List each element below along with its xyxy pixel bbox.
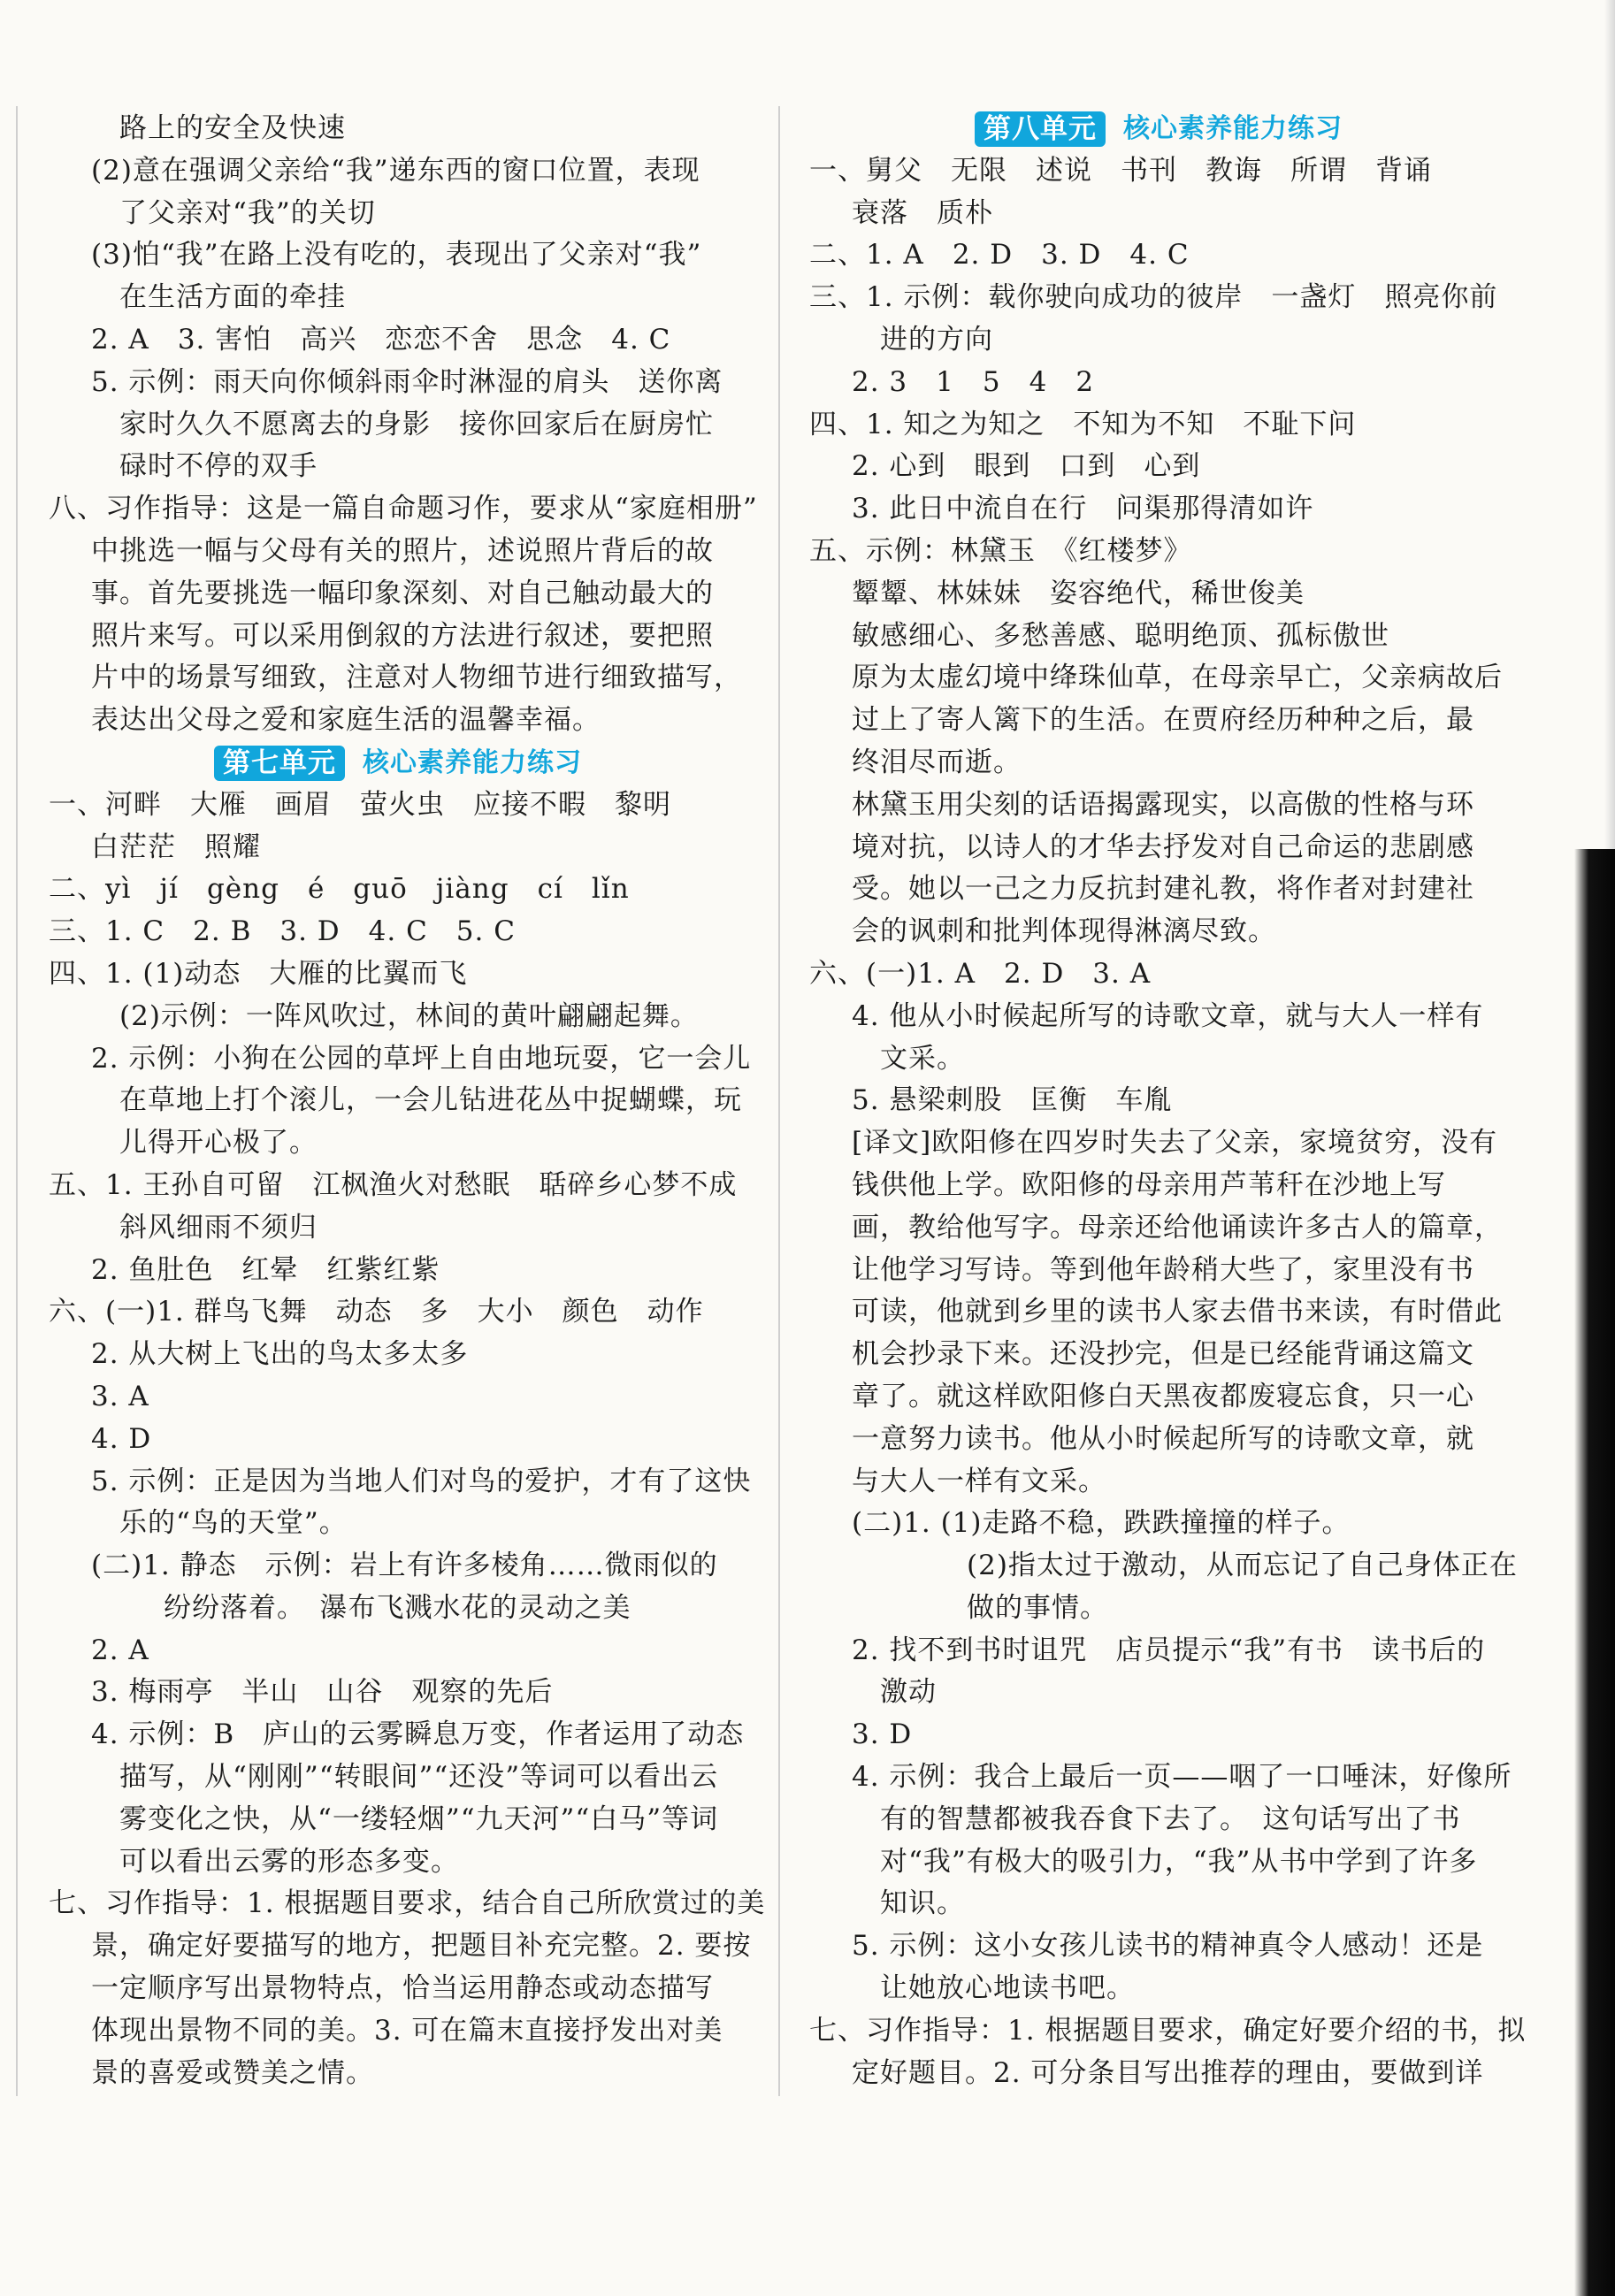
answer-line: 5. 示例：雨天向你倾斜雨伞时淋湿的肩头 送你离 bbox=[91, 365, 723, 398]
answer-line: 一、河畔 大雁 画眉 萤火虫 应接不暇 黎明 bbox=[49, 788, 671, 821]
answer-line: 终泪尽而逝。 bbox=[852, 746, 1022, 778]
answer-line: 可以看出云雾的形态多变。 bbox=[119, 1845, 459, 1878]
answer-line: 4. 示例：B 庐山的云雾瞬息万变，作者运用了动态 bbox=[91, 1718, 745, 1751]
answer-line: 可读，他就到乡里的读书人家去借书来读，有时借此 bbox=[852, 1296, 1503, 1328]
unit-badge: 第七单元 bbox=[214, 746, 345, 781]
unit-badge: 第八单元 bbox=[975, 111, 1106, 147]
answer-line: 敏感细心、多愁善感、聪明绝顶、孤标傲世 bbox=[852, 619, 1389, 652]
left-margin-rule bbox=[16, 106, 18, 2096]
answer-line: 在草地上打个滚儿，一会儿钻进花丛中捉蝴蝶，玩 bbox=[119, 1084, 742, 1117]
answer-line: 激动 bbox=[880, 1676, 937, 1709]
answer-line: 纷纷落着。 瀑布飞溅水花的灵动之美 bbox=[164, 1591, 631, 1624]
answer-line: 片中的场景写细致，注意对人物细节进行细致描写， bbox=[91, 662, 742, 694]
answer-line: 2. A bbox=[91, 1634, 149, 1666]
answer-line: (3)怕“我”在路上没有吃的，表现出了父亲对“我” bbox=[91, 239, 702, 272]
answer-line: (2)示例：一阵风吹过，林间的黄叶翩翩起舞。 bbox=[119, 999, 699, 1032]
answer-line: 白茫茫 照耀 bbox=[91, 830, 261, 863]
page-edge-shadow bbox=[1604, 0, 1615, 849]
answer-line: 境对抗，以诗人的才华去抒发对自己命运的悲剧感 bbox=[852, 830, 1474, 863]
unit-heading bbox=[49, 742, 747, 784]
answer-line: 一意努力读书。他从小时候起所写的诗歌文章，就 bbox=[852, 1422, 1474, 1455]
answer-line: (二)1. (1)走路不稳，跌跌撞撞的样子。 bbox=[852, 1507, 1351, 1540]
answer-line: 一、舅父 无限 述说 书刊 教诲 所谓 背诵 bbox=[809, 154, 1432, 187]
answer-line: 2. 3 1 5 4 2 bbox=[852, 365, 1095, 398]
answer-line: (2)意在强调父亲给“我”递东西的窗口位置，表现 bbox=[91, 154, 700, 187]
answer-line: 二、1. A 2. D 3. D 4. C bbox=[809, 239, 1190, 272]
answer-line: 让她放心地读书吧。 bbox=[880, 1972, 1135, 2005]
answer-line: 定好题目。2. 可分条目写出推荐的理由，要做到详 bbox=[852, 2056, 1484, 2089]
unit-heading bbox=[809, 108, 1508, 150]
answer-line: 雾变化之快，从“一缕轻烟”“九天河”“白马”等词 bbox=[119, 1802, 719, 1835]
answer-line: 家时久久不愿离去的身影 接你回家后在厨房忙 bbox=[119, 408, 714, 440]
answer-line: 景的喜爱或赞美之情。 bbox=[91, 2056, 374, 2089]
answer-line: 衰落 质朴 bbox=[852, 196, 993, 229]
answer-line: 描写，从“刚刚”“转眼间”“还没”等词可以看出云 bbox=[119, 1761, 719, 1794]
answer-line: 林黛玉用尖刻的话语揭露现实，以高傲的性格与环 bbox=[852, 788, 1474, 821]
answer-line: (二)1. 静态 示例：岩上有许多棱角……微雨似的 bbox=[91, 1550, 718, 1582]
answer-line: 八、习作指导：这是一篇自命题习作，要求从“家庭相册” bbox=[49, 493, 758, 525]
answer-line: 对“我”有极大的吸引力，“我”从书中学到了许多 bbox=[880, 1845, 1478, 1878]
answer-line: 4. D bbox=[91, 1422, 152, 1455]
answer-line: 4. 他从小时候起所写的诗歌文章，就与大人一样有 bbox=[852, 999, 1484, 1032]
answer-line: [译文]欧阳修在四岁时失去了父亲，家境贫穷，没有 bbox=[852, 1127, 1498, 1159]
answer-line: 体现出景物不同的美。3. 可在篇末直接抒发出对美 bbox=[91, 2014, 723, 2047]
answer-line: 文采。 bbox=[880, 1042, 965, 1075]
answer-line: 画，教给他写字。母亲还给他诵读许多古人的篇章， bbox=[852, 1211, 1503, 1244]
answer-line: 五、1. 王孙自可留 江枫渔火对愁眠 聒碎乡心梦不成 bbox=[49, 1168, 738, 1201]
unit-subtitle: 核心素养能力练习 bbox=[1123, 113, 1343, 144]
answer-line: 有的智慧都被我吞食下去了。 这句话写出了书 bbox=[880, 1802, 1461, 1835]
answer-line: 会的讽刺和批判体现得淋漓尽致。 bbox=[852, 915, 1276, 948]
answer-line: 4. 示例：我合上最后一页——咽了一口唾沫，好像所 bbox=[852, 1761, 1512, 1794]
unit-subtitle: 核心素养能力练习 bbox=[363, 746, 582, 778]
answer-line: 路上的安全及快速 bbox=[119, 112, 346, 144]
left-column bbox=[49, 108, 766, 2094]
answer-line: 七、习作指导：1. 根据题目要求，结合自己所欣赏过的美 bbox=[49, 1887, 766, 1920]
answer-line: 中挑选一幅与父母有关的照片，述说照片背后的故 bbox=[91, 534, 714, 567]
answer-line: 儿得开心极了。 bbox=[119, 1127, 318, 1159]
answer-line: 一定顺序写出景物特点，恰当运用静态或动态描写 bbox=[91, 1972, 714, 2005]
answer-line: 2. 找不到书时诅咒 店员提示“我”有书 读书后的 bbox=[852, 1634, 1486, 1666]
answer-line: 四、1. 知之为知之 不知为不知 不耻下问 bbox=[809, 408, 1357, 440]
column-divider bbox=[778, 106, 780, 2096]
answer-line: 六、(一)1. 群鸟飞舞 动态 多 大小 颜色 动作 bbox=[49, 1296, 704, 1328]
answer-line: 事。首先要挑选一幅印象深刻、对自己触动最大的 bbox=[91, 577, 714, 609]
answer-line: 2. 鱼肚色 红晕 红紫红紫 bbox=[91, 1253, 440, 1286]
answer-line: 3. 梅雨亭 半山 山谷 观察的先后 bbox=[91, 1676, 554, 1709]
answer-line: 2. 示例：小狗在公园的草坪上自由地玩耍，它一会儿 bbox=[91, 1042, 752, 1075]
answer-line: 5. 示例：正是因为当地人们对鸟的爱护，才有了这快 bbox=[91, 1465, 752, 1497]
answer-line: 斜风细雨不须归 bbox=[119, 1211, 318, 1244]
answer-line: 5. 悬梁刺股 匡衡 车胤 bbox=[852, 1084, 1173, 1117]
answer-line: 做的事情。 bbox=[967, 1591, 1108, 1624]
answer-line: 2. 心到 眼到 口到 心到 bbox=[852, 450, 1201, 483]
answer-line: 乐的“鸟的天堂”。 bbox=[119, 1507, 348, 1540]
answer-line: 过上了寄人篱下的生活。在贾府经历种种之后，最 bbox=[852, 704, 1474, 737]
answer-line: 2. 从大树上飞出的鸟太多太多 bbox=[91, 1338, 469, 1371]
answer-line: 五、示例：林黛玉 《红楼梦》 bbox=[809, 534, 1192, 567]
answer-line: 六、(一)1. A 2. D 3. A bbox=[809, 957, 1152, 990]
answer-line: 七、习作指导：1. 根据题目要求，确定好要介绍的书，拟 bbox=[809, 2014, 1527, 2047]
answer-line: 碌时不停的双手 bbox=[119, 450, 318, 483]
answer-line: 3. D bbox=[852, 1718, 913, 1751]
answer-line: 章了。就这样欧阳修白天黑夜都废寝忘食，只一心 bbox=[852, 1380, 1474, 1412]
answer-line: 颦颦、林妹妹 姿容绝代，稀世俊美 bbox=[852, 577, 1305, 609]
answer-line: 3. A bbox=[91, 1380, 149, 1412]
answer-line: 了父亲对“我”的关切 bbox=[119, 196, 376, 229]
right-column bbox=[809, 108, 1527, 2094]
answer-line: 2. A 3. 害怕 高兴 恋恋不舍 思念 4. C bbox=[91, 323, 671, 356]
answer-line: 钱供他上学。欧阳修的母亲用芦苇秆在沙地上写 bbox=[852, 1168, 1446, 1201]
answer-line: 受。她以一己之力反抗封建礼教，将作者对封建社 bbox=[852, 873, 1474, 906]
answer-line: 让他学习写诗。等到他年龄稍大些了，家里没有书 bbox=[852, 1253, 1474, 1286]
page-edge-dark bbox=[1574, 849, 1615, 2296]
answer-line: 知识。 bbox=[880, 1887, 965, 1920]
answer-line: 与大人一样有文采。 bbox=[852, 1465, 1106, 1497]
answer-line: 在生活方面的牵挂 bbox=[119, 281, 346, 314]
answer-line: 四、1. (1)动态 大雁的比翼而飞 bbox=[49, 957, 468, 990]
answer-line: (2)指太过于激动，从而忘记了自己身体正在 bbox=[967, 1550, 1518, 1582]
answer-line: 三、1. 示例：载你驶向成功的彼岸 一盏灯 照亮你前 bbox=[809, 281, 1498, 314]
answer-line: 机会抄录下来。还没抄完，但是已经能背诵这篇文 bbox=[852, 1338, 1474, 1371]
answer-line: 原为太虚幻境中绛珠仙草，在母亲早亡，父亲病故后 bbox=[852, 662, 1503, 694]
answer-line: 三、1. C 2. B 3. D 4. C 5. C bbox=[49, 915, 516, 948]
answer-line: 进的方向 bbox=[880, 323, 993, 356]
answer-line: 5. 示例：这小女孩儿读书的精神真令人感动！还是 bbox=[852, 1930, 1484, 1963]
answer-line: 二、yì jí gèng é guō jiàng cí lǐn bbox=[49, 873, 630, 906]
answer-line: 照片来写。可以采用倒叙的方法进行叙述，要把照 bbox=[91, 619, 714, 652]
answer-line: 表达出父母之爱和家庭生活的温馨幸福。 bbox=[91, 704, 601, 737]
answer-line: 3. 此日中流自在行 问渠那得清如许 bbox=[852, 493, 1314, 525]
answer-line: 景，确定好要描写的地方，把题目补充完整。2. 要按 bbox=[91, 1930, 752, 1963]
